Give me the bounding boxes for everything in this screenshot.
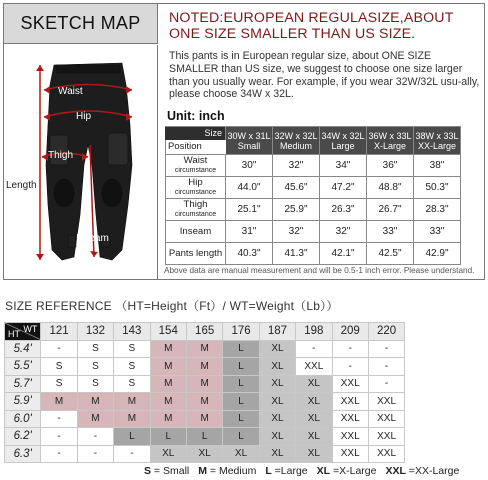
size-cell: S — [41, 358, 77, 376]
size-cell: XXL — [296, 358, 332, 376]
weight-header: 176 — [223, 323, 259, 341]
size-cell: M — [186, 340, 222, 358]
size-cell: XL — [296, 428, 332, 446]
size-cell: - — [296, 340, 332, 358]
weight-header: 220 — [368, 323, 404, 341]
legend-item: M = Medium — [198, 465, 257, 477]
measurement-cell: 36" — [367, 155, 414, 177]
weight-axis-label: WT — [23, 324, 38, 334]
waist-label: Waist — [58, 86, 83, 97]
size-cell: XL — [259, 445, 295, 463]
size-cell: M — [186, 410, 222, 428]
size-column-header: 36W x 33L X-Large — [367, 127, 414, 155]
reference-row — [5, 393, 405, 411]
height-header: 6.2' — [5, 428, 41, 446]
weight-header: 154 — [150, 323, 186, 341]
size-reference-table — [4, 322, 405, 463]
measurement-header-row — [166, 127, 461, 155]
measurement-row-thigh — [166, 199, 461, 221]
height-header: 5.5' — [5, 358, 41, 376]
size-cell: S — [41, 375, 77, 393]
weight-header: 121 — [41, 323, 77, 341]
size-cell: M — [186, 375, 222, 393]
size-cell: XXL — [332, 428, 368, 446]
measurement-table — [165, 126, 461, 265]
size-cell: XL — [259, 393, 295, 411]
height-header: 6.0' — [5, 410, 41, 428]
measurement-row-hip — [166, 177, 461, 199]
reference-row — [5, 358, 405, 376]
size-description: This pants is in European regular size, about ONE SIZE SMALLER than US size, we suggest to choose one size larger than you usually wear. For example, if you wear 32W/32L usu-ally, please choose 34W x 32L. — [169, 50, 480, 101]
unit-label: Unit: inch — [167, 109, 225, 123]
row-label: Hip circumstance — [166, 177, 226, 199]
size-cell: M — [114, 393, 150, 411]
measurement-row-inseam — [166, 221, 461, 243]
measurement-row-waist — [166, 155, 461, 177]
size-cell: L — [150, 428, 186, 446]
length-label: Length — [6, 180, 37, 191]
measurement-cell: 41.3" — [273, 243, 320, 265]
size-cell: - — [41, 445, 77, 463]
top-panel — [3, 3, 485, 280]
measurement-cell: 40.3" — [226, 243, 273, 265]
size-cell: M — [150, 375, 186, 393]
thigh-label: Thigh — [48, 150, 74, 161]
size-cell: XL — [296, 445, 332, 463]
row-label: Thigh circumstance — [166, 199, 226, 221]
size-cell: L — [114, 428, 150, 446]
size-cell: XXL — [332, 410, 368, 428]
size-cell: - — [368, 340, 404, 358]
size-cell: XL — [223, 445, 259, 463]
size-cell: M — [114, 410, 150, 428]
hip-label: Hip — [76, 111, 92, 122]
measurement-row-pants-length — [166, 243, 461, 265]
size-cell: S — [77, 340, 113, 358]
measurement-cell: 31" — [226, 221, 273, 243]
size-cell: XXL — [332, 375, 368, 393]
size-cell: XXL — [332, 445, 368, 463]
reference-row — [5, 428, 405, 446]
measurement-cell: 47.2" — [320, 177, 367, 199]
size-cell: XL — [296, 375, 332, 393]
size-cell: - — [41, 428, 77, 446]
size-cell: XL — [259, 375, 295, 393]
european-size-notice: NOTED:EUROPEAN REGULASIZE,ABOUT ONE SIZE SMALLER THAN US SIZE. — [169, 10, 454, 42]
measurement-cell: 34" — [320, 155, 367, 177]
measurement-cell: 33" — [414, 221, 461, 243]
height-header: 5.7' — [5, 375, 41, 393]
measurement-cell: 25.1" — [226, 199, 273, 221]
size-legend — [144, 465, 468, 477]
measurement-note: Above data are manual measurement and will be 0.5-1 inch error. Please understand. — [164, 266, 475, 275]
size-cell: L — [223, 393, 259, 411]
size-cell: - — [368, 358, 404, 376]
size-cell: M — [41, 393, 77, 411]
size-reference-title: SIZE REFERENCE （HT=Height（Ft）/ WT=Weight（Lb）） — [5, 299, 339, 313]
size-cell: XL — [259, 428, 295, 446]
row-label: Inseam — [166, 221, 226, 243]
reference-header-row — [5, 323, 405, 341]
size-cell: - — [41, 340, 77, 358]
reference-row — [5, 375, 405, 393]
reference-row — [5, 410, 405, 428]
height-header: 5.4' — [5, 340, 41, 358]
height-header: 5.9' — [5, 393, 41, 411]
size-column-header: 34W x 32L Large — [320, 127, 367, 155]
size-cell: - — [332, 358, 368, 376]
size-cell: M — [77, 410, 113, 428]
size-cell: XL — [259, 410, 295, 428]
legend-item: S = Small — [144, 465, 190, 477]
size-column-header: 32W x 32L Medium — [273, 127, 320, 155]
pants-sketch — [4, 45, 158, 279]
size-cell: - — [368, 375, 404, 393]
size-cell: M — [77, 393, 113, 411]
size-cell: XL — [296, 393, 332, 411]
size-cell: M — [186, 393, 222, 411]
size-cell: M — [150, 393, 186, 411]
measurement-cell: 25.9" — [273, 199, 320, 221]
weight-header: 209 — [332, 323, 368, 341]
size-cell: XL — [259, 340, 295, 358]
size-info-panel — [159, 4, 485, 279]
row-label: Waist circumstance — [166, 155, 226, 177]
size-cell: XL — [259, 358, 295, 376]
height-axis-label: HT — [8, 328, 20, 339]
row-label: Pants length — [166, 243, 226, 265]
size-cell: L — [223, 358, 259, 376]
measurement-cell: 28.3" — [414, 199, 461, 221]
weight-header: 187 — [259, 323, 295, 341]
weight-header: 198 — [296, 323, 332, 341]
size-cell: XXL — [368, 428, 404, 446]
measurement-cell: 32" — [320, 221, 367, 243]
size-cell: S — [77, 358, 113, 376]
size-cell: L — [223, 428, 259, 446]
size-cell: - — [114, 445, 150, 463]
measurement-cell: 38" — [414, 155, 461, 177]
size-cell: - — [77, 428, 113, 446]
measurement-cell: 42.1" — [320, 243, 367, 265]
size-cell: XL — [150, 445, 186, 463]
measurement-cell: 32" — [273, 221, 320, 243]
measurement-cell: 32" — [273, 155, 320, 177]
size-cell: XL — [186, 445, 222, 463]
size-cell: M — [150, 340, 186, 358]
weight-header: 132 — [77, 323, 113, 341]
measurement-cell: 44.0" — [226, 177, 273, 199]
size-cell: L — [223, 410, 259, 428]
reference-corner — [5, 323, 41, 341]
size-cell: XXL — [368, 445, 404, 463]
measurement-cell: 26.7" — [367, 199, 414, 221]
size-cell: XL — [296, 410, 332, 428]
size-cell: S — [114, 375, 150, 393]
measurement-cell: 26.3" — [320, 199, 367, 221]
size-cell: - — [77, 445, 113, 463]
legend-item: L =Large — [265, 465, 308, 477]
corner-size-label: Size — [165, 127, 225, 140]
size-cell: S — [114, 358, 150, 376]
weight-header: 165 — [186, 323, 222, 341]
height-header: 6.3' — [5, 445, 41, 463]
size-cell: XXL — [332, 393, 368, 411]
size-cell: - — [332, 340, 368, 358]
measurement-cell: 42.5" — [367, 243, 414, 265]
measurement-cell: 42.9" — [414, 243, 461, 265]
size-cell: S — [77, 375, 113, 393]
legend-item: XL =X-Large — [316, 465, 377, 477]
reference-row — [5, 445, 405, 463]
size-column-header: 30W x 31L Small — [226, 127, 273, 155]
measurement-cell: 30" — [226, 155, 273, 177]
measurement-corner — [166, 127, 226, 155]
measurement-cell: 48.8" — [367, 177, 414, 199]
legend-item: XXL =XX-Large — [385, 465, 460, 477]
size-cell: M — [150, 410, 186, 428]
measurement-cell: 33" — [367, 221, 414, 243]
size-column-header: 38W x 33L XX-Large — [414, 127, 461, 155]
size-cell: - — [41, 410, 77, 428]
size-cell: XXL — [368, 410, 404, 428]
size-cell: L — [223, 340, 259, 358]
measurement-cell: 45.6" — [273, 177, 320, 199]
size-cell: S — [114, 340, 150, 358]
inseam-label: Inseam — [76, 233, 109, 244]
corner-position-label: Position — [166, 140, 226, 154]
sketch-map-title: SKETCH MAP — [4, 4, 158, 44]
size-cell: L — [186, 428, 222, 446]
size-cell: M — [186, 358, 222, 376]
size-cell: L — [223, 375, 259, 393]
measurement-cell: 50.3" — [414, 177, 461, 199]
size-cell: M — [150, 358, 186, 376]
reference-row — [5, 340, 405, 358]
weight-header: 143 — [114, 323, 150, 341]
size-cell: XXL — [368, 393, 404, 411]
